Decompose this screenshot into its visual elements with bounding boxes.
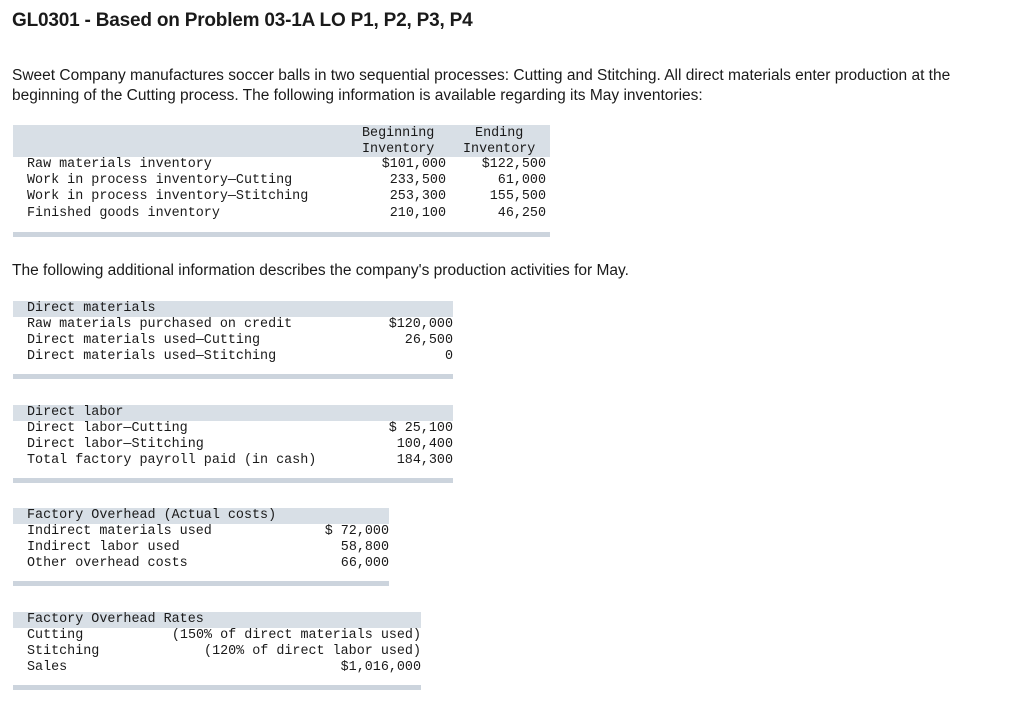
ending-inventory-header: Ending Inventory <box>463 126 536 158</box>
table-row: Direct labor—Cutting $ 25,100 <box>27 421 453 436</box>
table-row: Work in process inventory—Stitching 253,300 155,500 <box>27 189 546 205</box>
table-row: Raw materials inventory $101,000 $122,500 <box>27 157 546 172</box>
table-row: Direct materials used—Cutting 26,500 <box>27 333 453 349</box>
intro-paragraph: Sweet Company manufactures soccer balls in two sequential processes: Cutting and Stitching. All direct materials enter production at the beginning of the Cutting process. The following information is available regarding its May inventories: <box>12 67 951 104</box>
table-row: Finished goods inventory 210,100 46,250 <box>27 205 546 221</box>
table-row: Work in process inventory—Cutting 233,500 61,000 <box>27 173 546 189</box>
beginning-inventory-header: Beginning Inventory <box>362 126 435 158</box>
page-title: GL0301 - Based on Problem 03-1A LO P1, P2, P3, P4 <box>12 10 473 31</box>
table-row: Direct labor—Stitching 100,400 <box>27 437 453 453</box>
table-row: Sales $1,016,000 <box>27 660 421 676</box>
table-row: Direct materials used—Stitching 0 <box>27 349 453 365</box>
table-row: Total factory payroll paid (in cash) 184,300 <box>27 453 453 469</box>
additional-info-text: The following additional information describes the company's production activities for May. <box>12 262 629 279</box>
table-row: Indirect materials used $ 72,000 <box>27 524 389 539</box>
factory-overhead-actual-header: Factory Overhead (Actual costs) <box>13 508 389 524</box>
table-row: Cutting (150% of direct materials used) <box>27 628 421 643</box>
table-row: Indirect labor used 58,800 <box>27 540 389 556</box>
table-row: Other overhead costs 66,000 <box>27 556 389 572</box>
table-row: Stitching (120% of direct labor used) <box>27 644 421 660</box>
factory-overhead-rates-header: Factory Overhead Rates <box>13 612 421 628</box>
inventory-table-header <box>13 125 550 157</box>
direct-labor-header: Direct labor <box>13 405 453 421</box>
direct-materials-header: Direct materials <box>13 301 453 317</box>
inventory-table <box>13 125 550 237</box>
direct-labor-table <box>13 405 453 483</box>
factory-overhead-rates-table <box>13 612 421 690</box>
table-row: Raw materials purchased on credit $120,000 <box>27 317 453 332</box>
direct-materials-table <box>13 301 453 379</box>
factory-overhead-actual-table <box>13 508 389 586</box>
